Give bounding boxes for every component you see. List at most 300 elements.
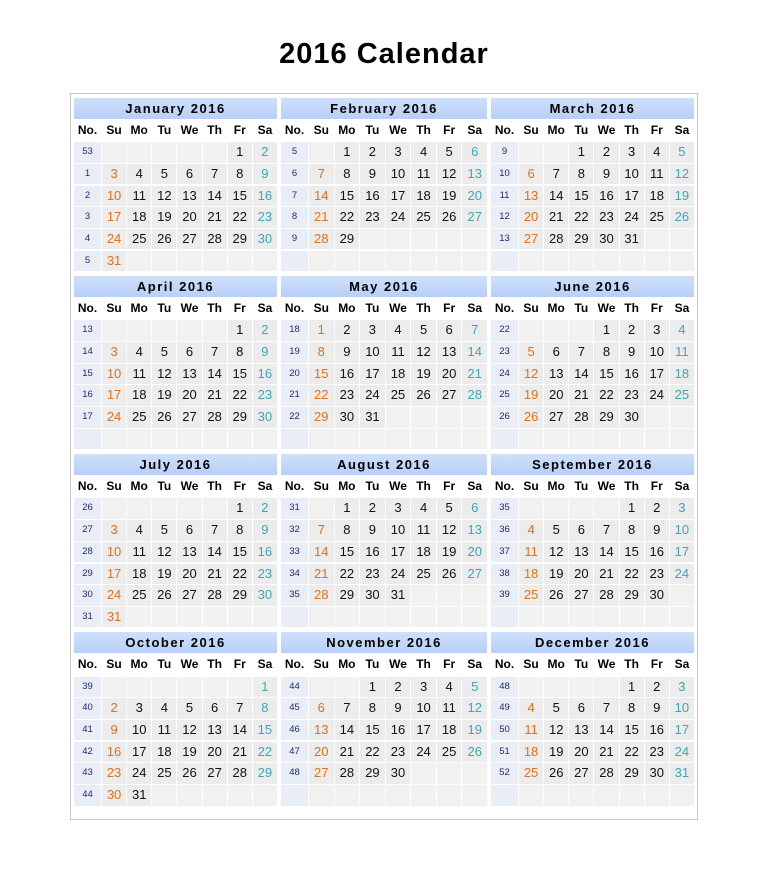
day-cell: 26: [152, 229, 176, 250]
weekday-header: Th: [411, 120, 436, 141]
day-cell: 25: [411, 207, 436, 228]
weekday-header: Mo: [127, 298, 151, 319]
week-number-cell: 52: [491, 763, 518, 784]
empty-day-cell: [569, 251, 593, 272]
week-row: [74, 364, 277, 385]
day-cell: 7: [594, 698, 618, 719]
empty-day-cell: [519, 785, 543, 806]
empty-day-cell: [309, 607, 334, 628]
day-cell: 23: [360, 564, 385, 585]
empty-day-cell: [335, 677, 360, 698]
day-cell: 20: [569, 564, 593, 585]
empty-day-cell: [437, 407, 462, 428]
day-cell: 28: [203, 407, 227, 428]
week-number-cell: 1: [74, 164, 101, 185]
empty-day-cell: [152, 785, 176, 806]
day-cell: 9: [335, 342, 360, 363]
week-row: [491, 142, 694, 163]
weekday-header: Fr: [645, 654, 669, 675]
day-cell: 9: [645, 520, 669, 541]
week-number-cell: 42: [74, 742, 101, 763]
week-number-cell: 31: [281, 498, 308, 519]
day-cell: 17: [645, 364, 669, 385]
weekday-header: Sa: [253, 654, 277, 675]
day-cell: 18: [437, 720, 462, 741]
week-row: [281, 207, 487, 228]
weekday-header: Su: [519, 654, 543, 675]
weekday-header: Su: [309, 476, 334, 497]
day-cell: 24: [102, 585, 126, 606]
week-row: [74, 342, 277, 363]
day-cell: 19: [437, 542, 462, 563]
week-row: [281, 607, 487, 628]
day-cell: 20: [519, 207, 543, 228]
week-number-cell: 45: [281, 698, 308, 719]
day-cell: 16: [594, 186, 618, 207]
day-cell: 29: [228, 229, 252, 250]
day-cell: 22: [620, 742, 644, 763]
weekday-header: Mo: [544, 476, 568, 497]
week-row: [281, 720, 487, 741]
day-cell: 22: [228, 207, 252, 228]
day-cell: 28: [335, 763, 360, 784]
month-title: January 2016: [74, 98, 277, 119]
week-row: [281, 407, 487, 428]
weekday-header: Mo: [127, 476, 151, 497]
week-number-cell: [281, 607, 308, 628]
weekday-header: Fr: [437, 654, 462, 675]
week-row: [74, 720, 277, 741]
empty-day-cell: [544, 251, 568, 272]
day-cell: 15: [228, 364, 252, 385]
day-cell: 20: [177, 385, 201, 406]
day-cell: 30: [253, 229, 277, 250]
day-cell: 18: [386, 364, 411, 385]
week-number-cell: 24: [491, 364, 518, 385]
weekday-header: Mo: [127, 120, 151, 141]
week-row: [281, 677, 487, 698]
empty-day-cell: [177, 142, 201, 163]
empty-day-cell: [203, 785, 227, 806]
weekday-header: We: [386, 120, 411, 141]
week-number-cell: 35: [491, 498, 518, 519]
day-cell: 31: [102, 607, 126, 628]
day-cell: 11: [437, 698, 462, 719]
day-cell: 29: [620, 763, 644, 784]
day-cell: 10: [360, 342, 385, 363]
empty-day-cell: [309, 498, 334, 519]
day-cell: 21: [569, 385, 593, 406]
weekday-header: Th: [411, 298, 436, 319]
day-cell: 12: [152, 542, 176, 563]
weekday-header: Mo: [335, 298, 360, 319]
day-cell: 28: [569, 407, 593, 428]
week-row: [281, 763, 487, 784]
week-number-cell: 43: [74, 763, 101, 784]
day-cell: 25: [127, 585, 151, 606]
day-cell: 3: [386, 142, 411, 163]
day-cell: 10: [411, 698, 436, 719]
day-cell: 8: [309, 342, 334, 363]
day-cell: 1: [228, 320, 252, 341]
week-number-cell: 34: [281, 564, 308, 585]
weekday-header: Th: [620, 120, 644, 141]
day-cell: 28: [309, 229, 334, 250]
week-number-cell: 46: [281, 720, 308, 741]
week-row: [74, 407, 277, 428]
empty-day-cell: [411, 251, 436, 272]
empty-day-cell: [519, 320, 543, 341]
day-cell: 16: [360, 186, 385, 207]
day-cell: 29: [228, 407, 252, 428]
day-cell: 13: [309, 720, 334, 741]
day-cell: 6: [177, 342, 201, 363]
week-row: [74, 498, 277, 519]
empty-day-cell: [670, 229, 694, 250]
day-cell: 29: [228, 585, 252, 606]
empty-day-cell: [569, 429, 593, 450]
day-cell: 19: [462, 720, 487, 741]
week-number-header: No.: [491, 298, 518, 319]
day-cell: 19: [152, 207, 176, 228]
week-number-header: No.: [491, 120, 518, 141]
day-cell: 14: [569, 364, 593, 385]
empty-day-cell: [253, 251, 277, 272]
day-cell: 18: [127, 564, 151, 585]
weekday-header: Su: [309, 654, 334, 675]
day-cell: 6: [309, 698, 334, 719]
month-title: August 2016: [281, 454, 487, 475]
day-cell: 30: [335, 407, 360, 428]
week-row: [281, 142, 487, 163]
day-cell: 2: [594, 142, 618, 163]
weekday-header: Tu: [152, 476, 176, 497]
week-row: [281, 364, 487, 385]
day-cell: 11: [411, 164, 436, 185]
day-cell: 30: [645, 763, 669, 784]
day-cell: 9: [620, 342, 644, 363]
day-cell: 19: [152, 385, 176, 406]
month-title: July 2016: [74, 454, 277, 475]
day-cell: 4: [519, 520, 543, 541]
day-cell: 15: [228, 186, 252, 207]
empty-day-cell: [437, 585, 462, 606]
empty-day-cell: [228, 251, 252, 272]
day-cell: 2: [253, 498, 277, 519]
day-cell: 4: [411, 498, 436, 519]
weekday-header: We: [177, 654, 201, 675]
empty-day-cell: [309, 677, 334, 698]
weekday-header: Th: [620, 476, 644, 497]
day-cell: 24: [127, 763, 151, 784]
day-cell: 27: [462, 207, 487, 228]
empty-day-cell: [544, 785, 568, 806]
weekday-header: Sa: [462, 476, 487, 497]
weekday-header: Th: [411, 654, 436, 675]
day-cell: 4: [127, 342, 151, 363]
day-cell: 8: [335, 520, 360, 541]
day-cell: 13: [462, 520, 487, 541]
day-cell: 7: [309, 520, 334, 541]
week-number-cell: 17: [74, 407, 101, 428]
day-cell: 12: [519, 364, 543, 385]
week-number-cell: 25: [491, 385, 518, 406]
day-cell: 1: [253, 677, 277, 698]
day-cell: 2: [645, 498, 669, 519]
day-cell: 29: [620, 585, 644, 606]
empty-day-cell: [386, 251, 411, 272]
day-cell: 10: [645, 342, 669, 363]
week-row: [491, 520, 694, 541]
week-row: [491, 164, 694, 185]
day-cell: 13: [519, 186, 543, 207]
day-cell: 9: [360, 520, 385, 541]
week-number-cell: 13: [491, 229, 518, 250]
weekday-header: Fr: [437, 476, 462, 497]
week-row: [74, 207, 277, 228]
day-cell: 8: [253, 698, 277, 719]
day-cell: 16: [386, 720, 411, 741]
day-cell: 25: [386, 385, 411, 406]
day-cell: 17: [620, 186, 644, 207]
empty-day-cell: [594, 429, 618, 450]
day-cell: 4: [386, 320, 411, 341]
day-cell: 11: [645, 164, 669, 185]
day-cell: 25: [437, 742, 462, 763]
day-cell: 6: [437, 320, 462, 341]
day-cell: 1: [335, 142, 360, 163]
day-cell: 23: [253, 207, 277, 228]
day-cell: 28: [544, 229, 568, 250]
day-cell: 14: [203, 542, 227, 563]
week-number-cell: 50: [491, 720, 518, 741]
day-cell: 20: [437, 364, 462, 385]
day-cell: 4: [127, 520, 151, 541]
empty-day-cell: [544, 677, 568, 698]
day-cell: 2: [335, 320, 360, 341]
empty-day-cell: [152, 429, 176, 450]
weekday-header-row: [491, 654, 694, 675]
week-number-cell: 3: [74, 207, 101, 228]
day-cell: 11: [670, 342, 694, 363]
week-number-cell: 5: [281, 142, 308, 163]
week-number-header: No.: [281, 476, 308, 497]
day-cell: 18: [411, 186, 436, 207]
day-cell: 12: [152, 364, 176, 385]
empty-day-cell: [620, 785, 644, 806]
day-cell: 17: [127, 742, 151, 763]
week-row: [281, 742, 487, 763]
day-cell: 22: [360, 742, 385, 763]
week-number-cell: 8: [281, 207, 308, 228]
day-cell: 8: [594, 342, 618, 363]
weekday-header: We: [594, 476, 618, 497]
day-cell: 5: [519, 342, 543, 363]
day-cell: 14: [309, 186, 334, 207]
month-august: [281, 454, 487, 627]
weekday-header: We: [386, 476, 411, 497]
day-cell: 12: [152, 186, 176, 207]
day-cell: 13: [437, 342, 462, 363]
empty-day-cell: [437, 763, 462, 784]
month-february: [281, 98, 487, 271]
day-cell: 27: [177, 229, 201, 250]
day-cell: 6: [569, 698, 593, 719]
week-number-cell: 41: [74, 720, 101, 741]
weekday-header: Tu: [569, 654, 593, 675]
month-title: April 2016: [74, 276, 277, 297]
day-cell: 15: [594, 364, 618, 385]
day-cell: 5: [152, 342, 176, 363]
day-cell: 22: [620, 564, 644, 585]
empty-day-cell: [203, 142, 227, 163]
day-cell: 24: [670, 742, 694, 763]
day-cell: 3: [102, 164, 126, 185]
empty-day-cell: [127, 498, 151, 519]
week-row: [74, 785, 277, 806]
day-cell: 16: [253, 364, 277, 385]
day-cell: 26: [670, 207, 694, 228]
day-cell: 15: [335, 186, 360, 207]
day-cell: 21: [309, 564, 334, 585]
week-number-header: No.: [74, 476, 101, 497]
day-cell: 20: [177, 564, 201, 585]
day-cell: 3: [360, 320, 385, 341]
empty-day-cell: [386, 785, 411, 806]
day-cell: 15: [620, 720, 644, 741]
day-cell: 18: [152, 742, 176, 763]
weekday-header: Tu: [152, 298, 176, 319]
week-number-cell: 38: [491, 564, 518, 585]
day-cell: 14: [594, 542, 618, 563]
day-cell: 3: [411, 677, 436, 698]
empty-day-cell: [411, 607, 436, 628]
day-cell: 27: [177, 407, 201, 428]
empty-day-cell: [127, 320, 151, 341]
day-cell: 28: [228, 763, 252, 784]
week-number-cell: 21: [281, 385, 308, 406]
empty-day-cell: [569, 320, 593, 341]
day-cell: 22: [309, 385, 334, 406]
empty-day-cell: [594, 251, 618, 272]
weekday-header: Sa: [253, 476, 277, 497]
empty-day-cell: [102, 320, 126, 341]
day-cell: 29: [569, 229, 593, 250]
day-cell: 6: [177, 164, 201, 185]
empty-day-cell: [462, 251, 487, 272]
weekday-header: Su: [519, 476, 543, 497]
weekday-header-row: [74, 654, 277, 675]
day-cell: 13: [177, 542, 201, 563]
day-cell: 30: [645, 585, 669, 606]
week-number-cell: 14: [74, 342, 101, 363]
weekday-header: Th: [620, 298, 644, 319]
week-row: [491, 542, 694, 563]
day-cell: 26: [437, 207, 462, 228]
empty-day-cell: [437, 607, 462, 628]
day-cell: 1: [594, 320, 618, 341]
week-row: [281, 429, 487, 450]
day-cell: 31: [670, 763, 694, 784]
weekday-header: Su: [309, 298, 334, 319]
day-cell: 11: [386, 342, 411, 363]
day-cell: 6: [519, 164, 543, 185]
day-cell: 20: [177, 207, 201, 228]
weekday-header: Fr: [228, 476, 252, 497]
day-cell: 1: [620, 498, 644, 519]
day-cell: 26: [437, 564, 462, 585]
week-number-header: No.: [491, 476, 518, 497]
month-september: [491, 454, 694, 627]
day-cell: 9: [594, 164, 618, 185]
empty-day-cell: [411, 585, 436, 606]
day-cell: 23: [620, 385, 644, 406]
day-cell: 17: [411, 720, 436, 741]
empty-day-cell: [360, 607, 385, 628]
empty-day-cell: [102, 498, 126, 519]
week-row: [74, 142, 277, 163]
empty-day-cell: [228, 785, 252, 806]
day-cell: 2: [102, 698, 126, 719]
day-cell: 24: [386, 564, 411, 585]
month-title: September 2016: [491, 454, 694, 475]
empty-day-cell: [360, 429, 385, 450]
day-cell: 16: [253, 542, 277, 563]
day-cell: 26: [519, 407, 543, 428]
week-row: [281, 251, 487, 272]
empty-day-cell: [127, 607, 151, 628]
empty-day-cell: [569, 785, 593, 806]
week-number-cell: 11: [491, 186, 518, 207]
empty-day-cell: [386, 229, 411, 250]
day-cell: 30: [620, 407, 644, 428]
month-title: March 2016: [491, 98, 694, 119]
day-cell: 18: [127, 207, 151, 228]
empty-day-cell: [177, 320, 201, 341]
empty-day-cell: [203, 498, 227, 519]
day-cell: 9: [253, 520, 277, 541]
week-row: [491, 564, 694, 585]
day-cell: 13: [177, 364, 201, 385]
day-cell: 14: [309, 542, 334, 563]
day-cell: 24: [102, 407, 126, 428]
weekday-header: Sa: [462, 120, 487, 141]
weekday-header: Tu: [152, 654, 176, 675]
day-cell: 13: [177, 186, 201, 207]
week-number-cell: 16: [74, 385, 101, 406]
day-cell: 1: [309, 320, 334, 341]
empty-day-cell: [544, 320, 568, 341]
empty-day-cell: [569, 498, 593, 519]
month-title: December 2016: [491, 632, 694, 653]
empty-day-cell: [127, 677, 151, 698]
weekday-header: We: [594, 120, 618, 141]
empty-day-cell: [386, 407, 411, 428]
week-number-header: No.: [74, 654, 101, 675]
weekday-header-row: [491, 476, 694, 497]
week-row: [74, 564, 277, 585]
day-cell: 10: [102, 364, 126, 385]
empty-day-cell: [360, 251, 385, 272]
week-number-cell: 4: [74, 229, 101, 250]
day-cell: 18: [411, 542, 436, 563]
day-cell: 26: [411, 385, 436, 406]
weekday-header: Fr: [228, 120, 252, 141]
day-cell: 8: [360, 698, 385, 719]
day-cell: 19: [437, 186, 462, 207]
day-cell: 15: [309, 364, 334, 385]
empty-day-cell: [670, 607, 694, 628]
